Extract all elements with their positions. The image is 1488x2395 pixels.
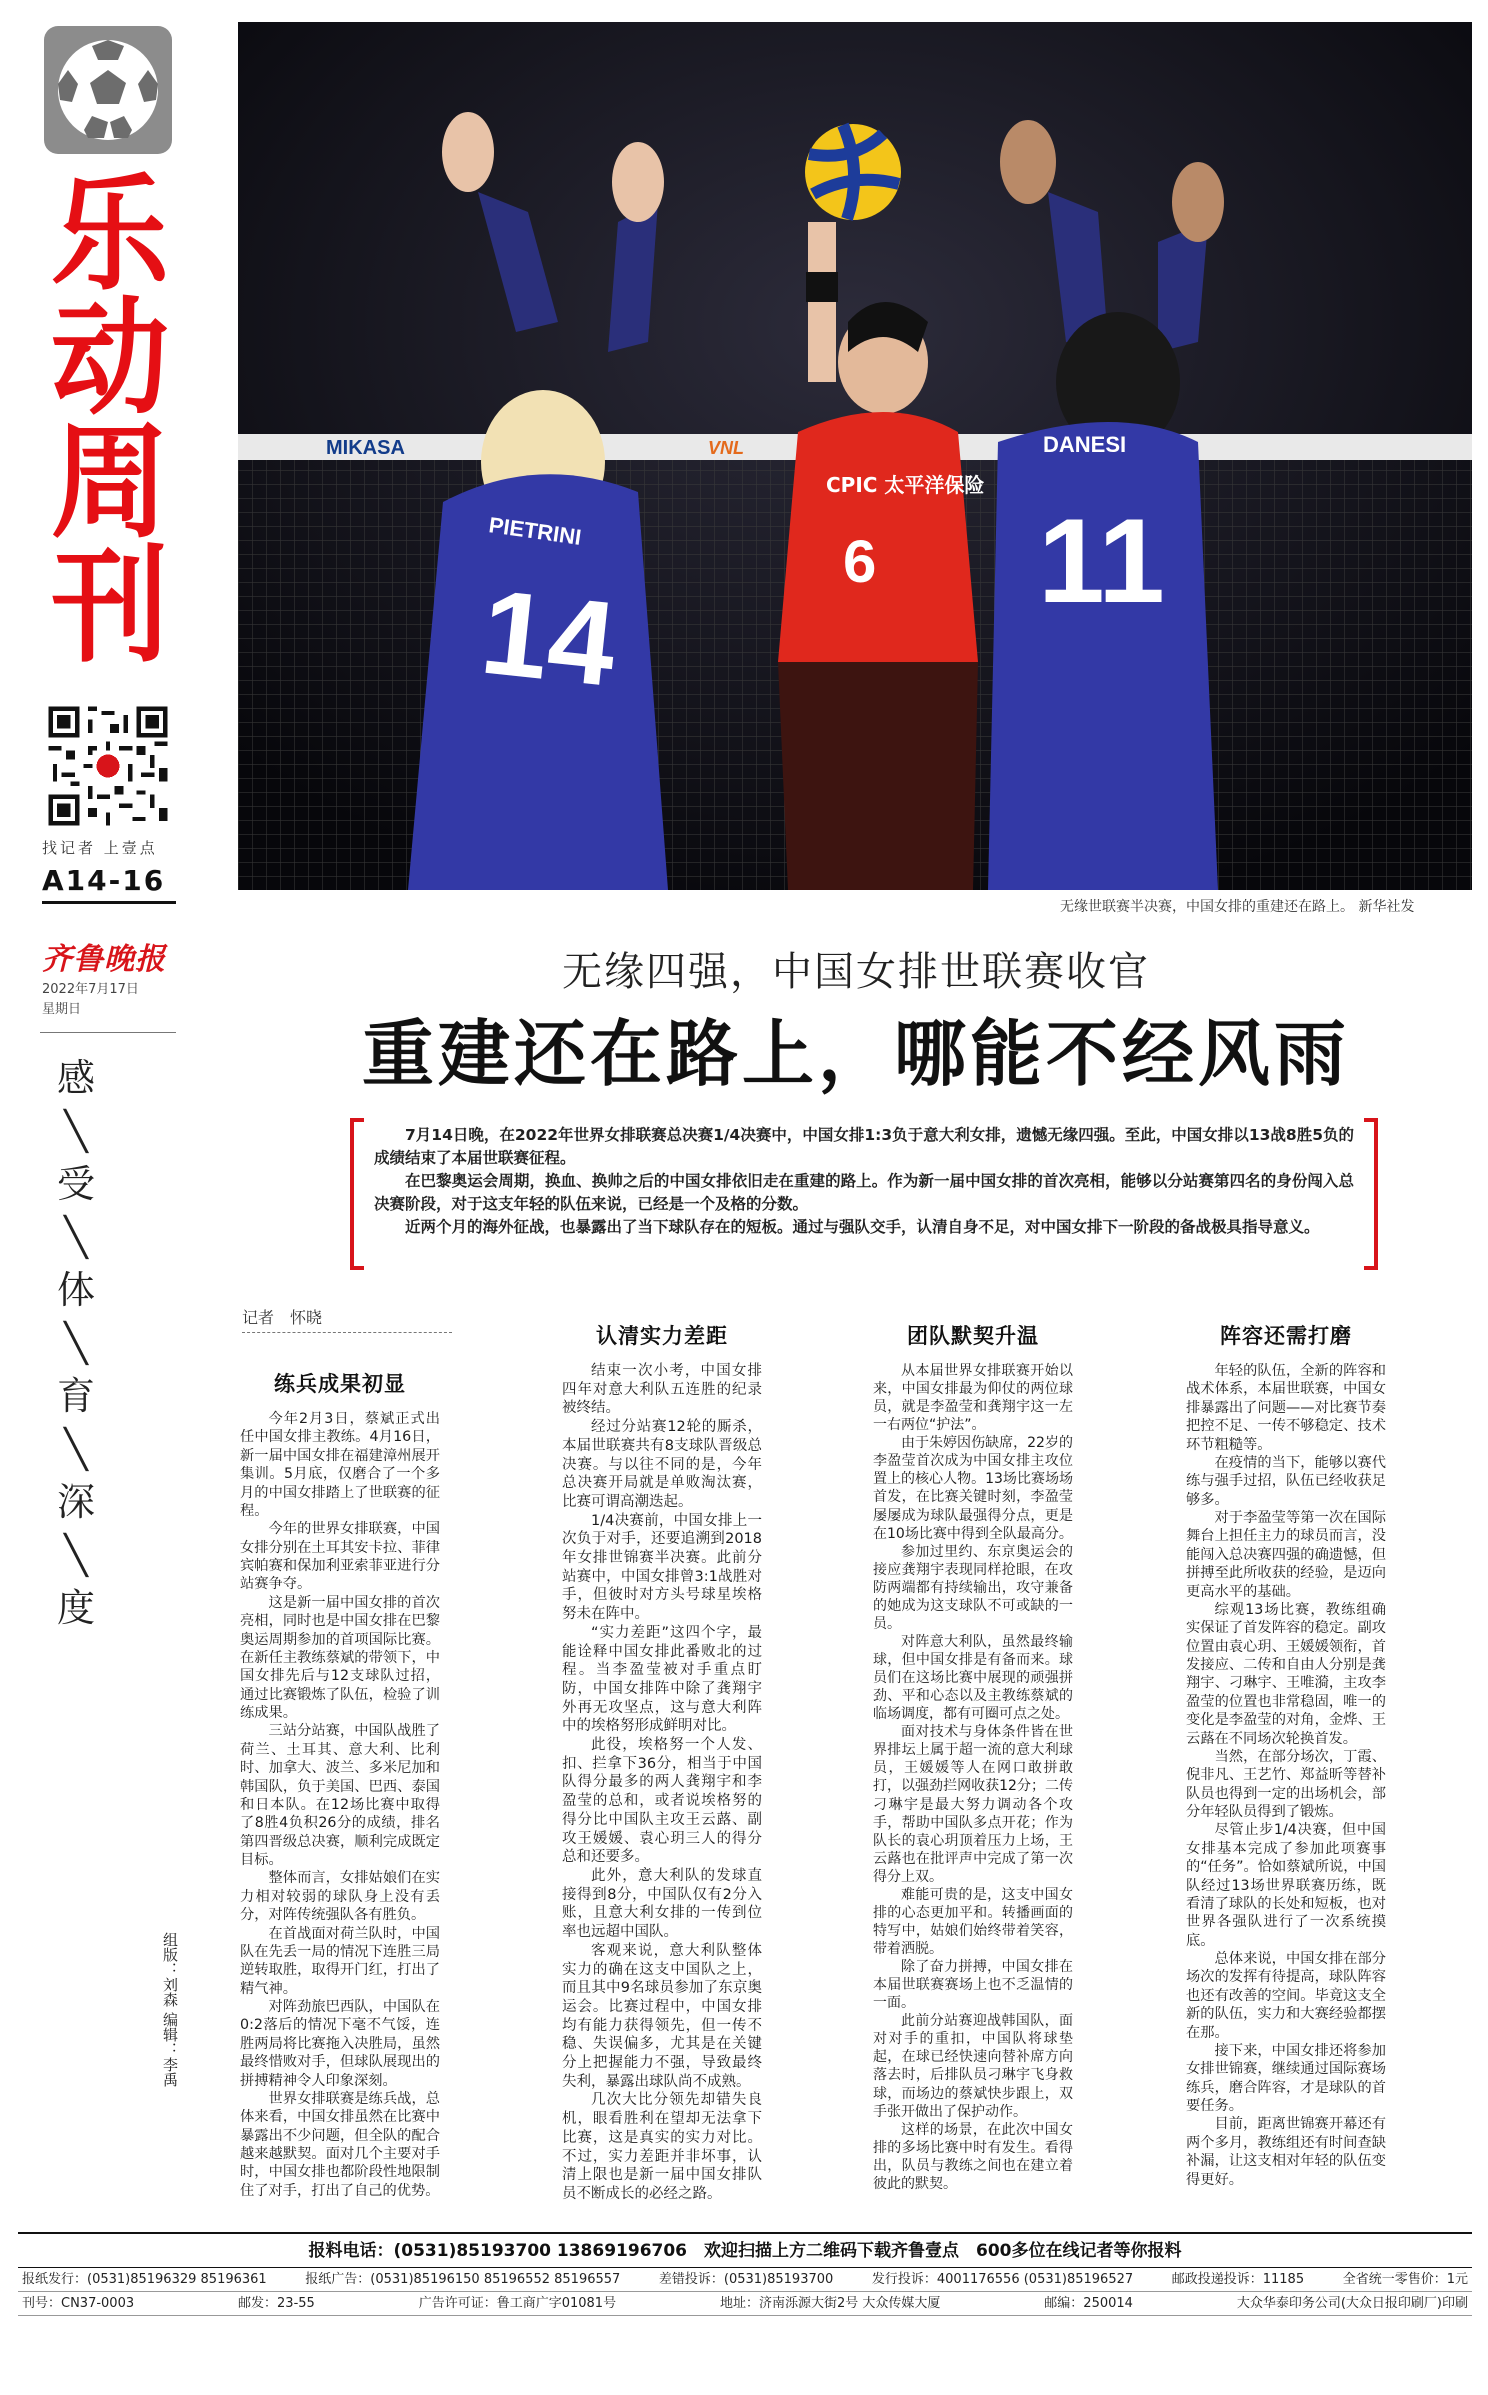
issue-date <box>42 980 139 1020</box>
section-body <box>1186 1362 1386 2189</box>
section-title: 阵容还需打磨 <box>1220 1323 1352 1348</box>
paragraph: 此外，意大利队的发球直接得到8分，中国队仅有2分入账，且意大利女排的一传到位率也远超中国队。 <box>562 1867 762 1941</box>
footer-row <box>18 2268 1472 2292</box>
paragraph: 在疫情的当下，能够以赛代练与强手过招，队伍已经收获足够多。 <box>1186 1454 1386 1508</box>
footer-item: 地址：济南泺源大街2号 大众传媒大厦 <box>719 2296 941 2311</box>
date-text: 2022年7月17日 <box>42 982 139 997</box>
logo-char: 动 <box>50 284 165 432</box>
paragraph: 此前分站赛迎战韩国队，面对对手的重扣，中国队将球垫起，在球已经快速向替补席方向落去时，后排队员刁琳宇飞身救球，而场边的蔡斌快步跟上，双手张开做出了保护动作。 <box>873 2013 1073 2120</box>
paragraph: 年轻的队伍，全新的阵容和战术体系，本届世联赛，中国女排暴露出了问题——对比赛节奏把控不足、一传不够稳定、技术环节粗糙等。 <box>1186 1363 1386 1453</box>
section-logo <box>38 160 178 680</box>
footer-row <box>18 2292 1472 2316</box>
footer-item: 邮发：23-55 <box>238 2296 315 2311</box>
section-body <box>240 1410 440 2200</box>
footer-item: 报纸广告：(0531)85196150 85196552 85196557 <box>305 2272 621 2287</box>
section-column <box>562 1320 762 2204</box>
paragraph: 面对技术与身体条件皆在世界排坛上属于超一流的意大利球员，王媛媛等人在网口敢拼敢打，以强劲拦网收获12分；二传刁琳宇是最大努力调动各个攻手，帮助中国队多点开花；作为队长的袁心玥顶着压力上场，王云蕗也在批评声中完成了第一次得分上双。 <box>873 1724 1073 1885</box>
footer <box>18 2232 1472 2316</box>
weekday-text: 星期日 <box>42 1002 82 1017</box>
footer-item: 大众华泰印务公司(大众日报印刷厂)印刷 <box>1236 2296 1468 2311</box>
tagline-char: 深 <box>56 1480 95 1524</box>
paragraph: 尽管止步1/4决赛，但中国女排基本完成了参加此项赛事的“任务”。恰如蔡斌所说，中国队经过13场世界联赛历练，既看清了球队的长处和短板，也对世界各强队进行了一次系统摸底。 <box>1186 1822 1387 1949</box>
paragraph: 对阵意大利队，虽然最终输球，但中国女排是有备而来。球员们在这场比赛中展现的顽强拼劲、平和心态以及主教练蔡斌的临场调度，都有可圈可点之处。 <box>873 1633 1073 1723</box>
section-title: 认清实力差距 <box>596 1323 728 1348</box>
logo-char: 刊 <box>50 532 165 680</box>
paragraph: 几次大比分领先却错失良机，眼看胜利在望却无法拿下比赛，这是真实的实力对比。不过，实力差距并非坏事，认清上限也是新一届中国女排队员不断成长的必经之路。 <box>562 2092 762 2202</box>
tagline-char: 度 <box>56 1586 95 1630</box>
editor-credit: 组版：刘森 编辑：李禹 <box>161 1932 179 2087</box>
section-title: 团队默契升温 <box>907 1323 1039 1348</box>
tagline-char: 体 <box>56 1268 95 1312</box>
tagline-sep: ╲ <box>64 1109 88 1153</box>
qr-caption: 找记者 上壹点 <box>42 839 158 857</box>
volleyball <box>805 124 901 220</box>
intro-box <box>350 1118 1378 1270</box>
hotline: 报料电话：(0531)85193700 13869196706 欢迎扫描上方二维码下载齐鲁壹点 600多位在线记者等你报料 <box>18 2232 1472 2268</box>
footer-item: 邮政投递投诉：11185 <box>1171 2272 1305 2287</box>
paragraph: 世界女排联赛是练兵战，总体来看，中国女排虽然在比赛中暴露出不少问题，但全队的配合越来越默契。面对几个主要对手时，中国女排也都阶段性地限制住了对手，打出了自己的优势。 <box>240 2090 440 2199</box>
footer-item: 刊号：CN37-0003 <box>22 2296 135 2311</box>
paragraph: 接下来，中国女排还将参加女排世锦赛，继续通过国际赛场练兵，磨合阵容，才是球队的首要任务。 <box>1186 2042 1386 2114</box>
jersey-number-right: 11 <box>1038 494 1165 628</box>
jersey-sponsor-middle: CPIC 太平洋保险 <box>826 473 985 497</box>
paragraph: 经过分站赛12轮的厮杀，本届世联赛共有8支球队晋级总决赛。与以往不同的是，今年总决赛开局就是单败淘汰赛，比赛可谓高潮迭起。 <box>562 1419 762 1510</box>
jersey-number-middle: 6 <box>843 528 877 595</box>
jersey-name-left: PIETRINI <box>487 512 583 550</box>
paragraph: 三站分站赛，中国队战胜了荷兰、土耳其、意大利、比利时、加拿大、波兰、多米尼加和韩国队，负于美国、巴西、泰国和日本队。在12场比赛中取得了8胜4负积26分的成绩，排名第四晋级总决赛，顺利完成既定目标。 <box>240 1723 440 1868</box>
paragraph: 对阵劲旅巴西队，中国队在0:2落后的情况下毫不气馁，连胜两局将比赛拖入决胜局，虽然最终惜败对手，但球队展现出的拼搏精神令人印象深刻。 <box>240 1999 440 2089</box>
footer-item: 报纸发行：(0531)85196329 85196361 <box>22 2272 267 2287</box>
tagline <box>46 1052 106 1635</box>
byline: 记者 怀晓 <box>242 1305 452 1333</box>
tagline-char: 感 <box>56 1056 95 1100</box>
paragraph: 结束一次小考，中国女排四年对意大利队五连胜的纪录被终结。 <box>562 1363 762 1417</box>
intro-paragraph: 在巴黎奥运会周期，换血、换帅之后的中国女排依旧走在重建的路上。作为新一届中国女排的首次亮相，能够以分站赛第四名的身份闯入总决赛阶段，对于这支年轻的队伍来说，已经是一个及格的分数。 <box>374 1172 1354 1213</box>
section-column <box>873 1320 1073 2193</box>
tagline-sep: ╲ <box>64 1427 88 1471</box>
paragraph: 今年的世界女排联赛，中国女排分别在土耳其安卡拉、菲律宾帕赛和保加利亚索菲亚进行分站赛争夺。 <box>240 1521 440 1593</box>
jersey-name-right: DANESI <box>1043 432 1127 457</box>
paragraph: 客观来说，意大利队整体实力的确在这支中国队之上，而且其中9名球员参加了东京奥运会。比赛过程中，中国女排均有能力获得领先，但一传不稳、失误偏多，尤其是在关键分上把握能力不强，导致最终失利，暴露出球队尚不成熟。 <box>562 1942 762 2090</box>
footer-item: 发行投诉：4001176556 (0531)85196527 <box>871 2272 1134 2287</box>
paragraph: 从本届世界女排联赛开始以来，中国女排最为仰仗的两位球员，就是李盈莹和龚翔宇这一左一右两位“护法”。 <box>873 1363 1073 1434</box>
headline: 重建还在路上，哪能不经风雨 <box>361 1011 1350 1096</box>
footer-item: 广告许可证：鲁工商广字01081号 <box>418 2296 617 2311</box>
bracket-left <box>350 1118 364 1270</box>
footer-item: 差错投诉：(0531)85193700 <box>658 2272 834 2287</box>
section-title: 练兵成果初显 <box>274 1371 406 1396</box>
paragraph: “实力差距”这四个字，最能诠释中国女排此番败北的过程。当李盈莹被对手重点盯防，中国女排阵中除了龚翔宇外再无攻坚点，这与意大利阵中的埃格努形成鲜明对比。 <box>562 1624 762 1735</box>
jersey-number-left: 14 <box>475 564 623 712</box>
soccer-ball-icon <box>44 26 172 154</box>
section-body <box>873 1362 1073 2193</box>
logo-char: 周 <box>50 408 165 556</box>
volleyball-photo <box>238 22 1472 890</box>
tagline-sep: ╲ <box>64 1215 88 1259</box>
paragraph: 这是新一届中国女排的首次亮相，同时也是中国女排在巴黎奥运周期参加的首项国际比赛。在新任主教练蔡斌的带领下，中国女排先后与12支球队过招，通过比赛锻炼了队伍，检验了训练成果。 <box>240 1594 440 1721</box>
paragraph: 难能可贵的是，这支中国女排的心态更加平和。转播画面的特写中，姑娘们始终带着笑容，带着洒脱。 <box>873 1886 1073 1957</box>
page-range: A14-16 <box>42 864 176 904</box>
bracket-right <box>1364 1118 1378 1270</box>
net-logo: VNL <box>708 438 744 458</box>
section-body <box>562 1362 762 2204</box>
footer-item: 邮编：250014 <box>1044 2296 1133 2311</box>
paragraph: 此役，埃格努一个人发、扣、拦拿下36分，相当于中国队得分最多的两人龚翔宇和李盈莹的总和，或者说埃格努的得分比中国队主攻王云蕗、副攻王媛媛、袁心玥三人的得分总和还要多。 <box>562 1737 762 1866</box>
paragraph: 当然，在部分场次，丁霞、倪非凡、王艺竹、郑益昕等替补队员也得到一定的出场机会，部分年轻队员得到了锻炼。 <box>1186 1748 1386 1820</box>
intro-paragraph: 7月14日晚，在2022年世界女排联赛总决赛1/4决赛中，中国女排1:3负于意大利女排，遗憾无缘四强。至此，中国女排以13战8胜5负的成绩结束了本届世联赛征程。 <box>374 1126 1354 1167</box>
paragraph: 对于李盈莹等第一次在国际舞台上担任主力的球员而言，没能闯入总决赛四强的确遗憾，但拼搏至此所收获的经验，是迈向更高水平的基础。 <box>1186 1510 1386 1600</box>
intro-text <box>374 1124 1354 1239</box>
paragraph: 参加过里约、东京奥运会的接应龚翔宇表现同样抢眼，在攻防两端都有持续输出，攻守兼备的她成为这支球队不可或缺的一员。 <box>873 1543 1073 1632</box>
masthead-rail <box>36 22 178 2222</box>
paragraph: 今年2月3日，蔡斌正式出任中国女排主教练。4月16日，新一届中国女排在福建漳州展开集训。5月底，仅磨合了一个多月的中国女排踏上了世联赛的征程。 <box>240 1411 440 1519</box>
paragraph: 在首战面对荷兰队时，中国队在先丢一局的情况下连胜三局逆转取胜，取得开门红，打出了精气神。 <box>240 1925 440 1997</box>
tagline-char: 育 <box>56 1374 95 1418</box>
net-brand: MIKASA <box>326 437 405 459</box>
qr-code-icon[interactable] <box>44 702 172 830</box>
paragraph: 1/4决赛前，中国女排上一次负于对手，还要追溯到2018年女排世锦赛半决赛。此前分站赛中，中国女排曾3:1战胜对手，但彼时对方头号球星埃格努未在阵中。 <box>562 1512 762 1623</box>
tagline-sep: ╲ <box>64 1321 88 1365</box>
paragraph: 综观13场比赛，教练组确实保证了首发阵容的稳定。副攻位置由袁心玥、王媛媛领衔，首发接应、二传和自由人分别是龚翔宇、刁琳宇、王唯漪，主攻李盈莹的位置也非常稳固，唯一的变化是李盈莹的对角，金烨、王云蕗在不同场次轮换首发。 <box>1186 1601 1386 1747</box>
section-column <box>240 1368 440 2200</box>
footer-item: 全省统一零售价：1元 <box>1342 2272 1468 2287</box>
section-column <box>1186 1320 1386 2189</box>
paragraph: 目前，距离世锦赛开幕还有两个多月，教练组还有时间查缺补漏，让这支相对年轻的队伍变得更好。 <box>1186 2116 1386 2188</box>
tagline-char: 受 <box>56 1162 95 1206</box>
tagline-sep: ╲ <box>64 1533 88 1577</box>
logo-char: 乐 <box>50 160 165 308</box>
paragraph: 除了奋力拼搏，中国女排在本届世联赛赛场上也不乏温情的一面。 <box>873 1959 1073 2012</box>
intro-paragraph: 近两个月的海外征战，也暴露出了当下球队存在的短板。通过与强队交手，认清自身不足，对中国女排下一阶段的备战极具指导意义。 <box>405 1218 1320 1236</box>
paragraph: 整体而言，女排姑娘们在实力相对较弱的球队身上没有丢分，对阵传统强队各有胜负。 <box>240 1870 440 1924</box>
paragraph: 这样的场景，在此次中国女排的多场比赛中时有发生。看得出，队员与教练之间也在建立着彼此的默契。 <box>873 2121 1073 2192</box>
photo-caption: 无缘世联赛半决赛，中国女排的重建还在路上。 新华社发 <box>1060 899 1415 915</box>
divider <box>40 1032 176 1033</box>
newspaper-name: 齐鲁晚报 <box>42 942 166 977</box>
kicker-title: 无缘四强，中国女排世联赛收官 <box>562 949 1150 995</box>
paragraph: 由于朱婷因伤缺席，22岁的李盈莹首次成为中国女排主攻位置上的核心人物。13场比赛场场首发，在比赛关键时刻，李盈莹屡屡成为球队最强得分点，更是在10场比赛中得到全队最高分。 <box>873 1435 1073 1542</box>
paragraph: 总体来说，中国女排在部分场次的发挥有待提高，球队阵容也还有改善的空间。毕竟这支全新的队伍，实力和大赛经验都摆在那。 <box>1186 1951 1386 2041</box>
